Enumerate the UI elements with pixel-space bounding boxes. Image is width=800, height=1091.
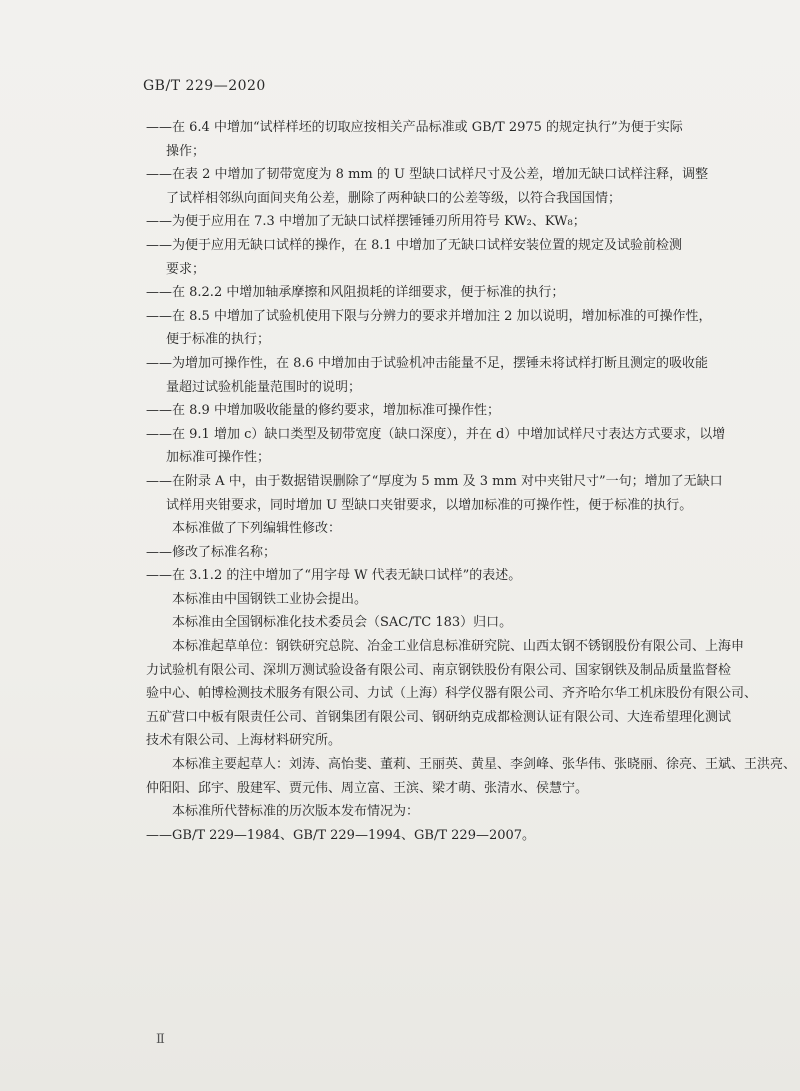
page-number: Ⅱ — [156, 1032, 165, 1047]
text-line: 要求； — [166, 261, 206, 277]
text-line: 本标准由全国钢标准化技术委员会（SAC/TC 183）归口。 — [172, 615, 513, 631]
text-line: ——修改了标准名称； — [146, 544, 277, 560]
text-line: ——在附录 A 中，由于数据错误删除了“厚度为 5 mm 及 3 mm 对中夹钳尺寸”一句；增加了无缺口 — [146, 473, 723, 489]
text-line: ——在 6.4 中增加“试样样坯的切取应按相关产品标准或 GB/T 2975 的规定执行”为便于实际 — [146, 120, 683, 135]
text-line: ——在 8.5 中增加了试验机使用下限与分辨力的要求并增加注 2 加以说明，增加标准的可操作性， — [146, 308, 712, 324]
text-line: 本标准所代替标准的历次版本发布情况为： — [172, 804, 420, 820]
text-line: 本标准由中国钢铁工业协会提出。 — [172, 591, 368, 607]
text-line: 仲阳阳、邱宇、殷建军、贾元伟、周立富、王滨、梁才萌、张清水、侯慧宁。 — [146, 780, 589, 796]
text-line: 操作； — [166, 143, 206, 159]
text-line: ——在 9.1 增加 c）缺口类型及韧带宽度（缺口深度），并在 d）中增加试样尺寸表达方式要求，以增 — [146, 426, 726, 442]
text-line: 本标准起草单位：钢铁研究总院、冶金工业信息标准研究院、山西太钢不锈钢股份有限公司、上海申 — [172, 639, 745, 655]
text-line: 便于标准的执行； — [166, 332, 271, 348]
text-line: 加标准可操作性； — [166, 450, 271, 466]
text-line: ——在 8.2.2 中增加轴承摩擦和风阻损耗的详细要求，便于标准的执行； — [146, 285, 565, 301]
text-line: 本标准主要起草人：刘涛、高怡斐、董莉、王丽英、黄星、李剑峰、张华伟、张晓丽、徐亮、王斌、王洪亮、 — [172, 757, 797, 773]
text-line: ——在 3.1.2 的注中增加了“用字母 W 代表无缺口试样”的表述。 — [146, 568, 522, 584]
text-line: 本标准做了下列编辑性修改： — [172, 521, 342, 537]
standard-header: GB/T 229—2020 — [143, 78, 266, 94]
text-line: ——在 8.9 中增加吸收能量的修约要求，增加标准可操作性； — [146, 403, 500, 419]
text-line: ——为增加可操作性，在 8.6 中增加由于试验机冲击能量不足，摆锤未将试样打断且测定的吸收能 — [146, 355, 708, 371]
text-line: 量超过试验机能量范围时的说明； — [166, 379, 362, 395]
text-line: ——为便于应用在 7.3 中增加了无缺口试样摆锤锤刃所用符号 KW₂、KW₈； — [146, 214, 586, 230]
text-line: 技术有限公司、上海材料研究所。 — [146, 733, 342, 749]
text-line: ——GB/T 229—1984、GB/T 229—1994、GB/T 229—2007。 — [146, 827, 536, 843]
foreword-body — [146, 116, 797, 847]
text-line: 五矿营口中板有限责任公司、首钢集团有限公司、钢研纳克成都检测认证有限公司、大连希望理化测试 — [146, 709, 732, 725]
text-line: ——在表 2 中增加了韧带宽度为 8 mm 的 U 型缺口试样尺寸及公差，增加无缺口试样注释，调整 — [146, 167, 709, 183]
text-line: 力试验机有限公司、深圳万测试验设备有限公司、南京钢铁股份有限公司、国家钢铁及制品质量监督检 — [146, 662, 732, 678]
text-line: 了试样相邻纵向面间夹角公差，删除了两种缺口的公差等级，以符合我国国情； — [166, 190, 622, 206]
text-line: 验中心、帕博检测技术服务有限公司、力试（上海）科学仪器有限公司、齐齐哈尔华工机床股份有限公司、 — [146, 686, 758, 702]
text-line: 试样用夹钳要求，同时增加 U 型缺口夹钳要求，以增加标准的可操作性，便于标准的执行。 — [166, 497, 693, 513]
text-line: ——为便于应用无缺口试样的操作，在 8.1 中增加了无缺口试样安装位置的规定及试验前检测 — [146, 237, 682, 253]
